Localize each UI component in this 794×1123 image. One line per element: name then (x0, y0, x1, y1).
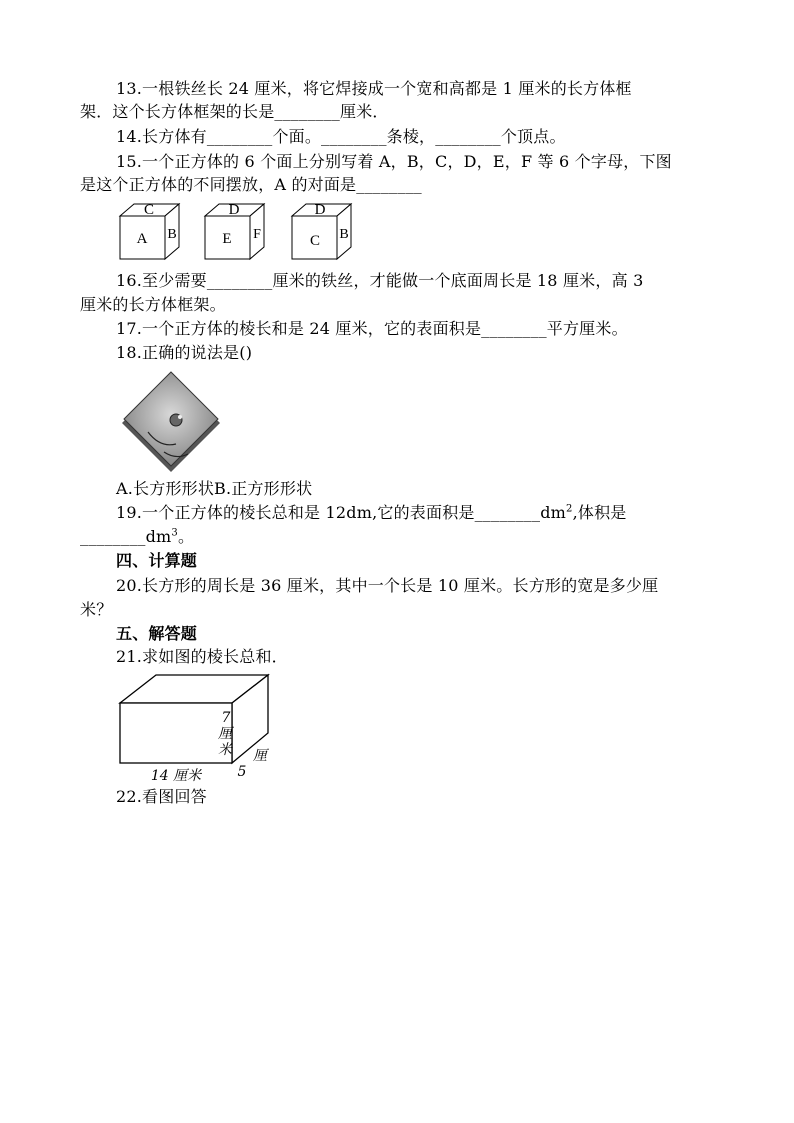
q16-line2: 厘米的长方体框架。 (80, 295, 226, 314)
cube-1-top-letter: C (143, 202, 155, 218)
q15-cube-figures (112, 200, 372, 264)
cube-1 (120, 202, 179, 259)
q21-height-unit-1: 厘 (218, 726, 232, 742)
q19-line1-suffix: ,体积是 (572, 503, 627, 522)
q17-line1: 17.一个正方体的棱长和是 24 厘米，它的表面积是________平方厘米。 (116, 319, 628, 338)
q19-line2-suffix: 。 (177, 527, 195, 546)
q21-depth-unit: 厘 (253, 748, 267, 764)
q22-line1: 22.看图回答 (116, 787, 207, 806)
q20-line2: 米？ (80, 600, 113, 619)
q18-line1: 18.正确的说法是() (116, 343, 253, 362)
q21-line1: 21.求如图的棱长总和． (116, 647, 288, 666)
cube-3-side-letter: B (339, 227, 349, 242)
q19-sup-3: 3 (171, 527, 178, 539)
q21-depth-number: 5 (237, 764, 247, 780)
q14-line1: 14.长方体有________个面。________条棱，________个顶点。 (116, 127, 566, 146)
q13-line2: 架．这个长方体框架的长是________厘米． (80, 102, 389, 121)
q18-rotated-square-image (118, 370, 224, 476)
q20-line1: 20.长方形的周长是 36 厘米，其中一个长是 10 厘米。长方形的宽是多少厘 (116, 576, 659, 595)
q19-sup-2: 2 (566, 503, 573, 515)
section-5-title: 五、解答题 (116, 624, 198, 643)
q13-line1: 13.一根铁丝长 24 厘米，将它焊接成一个宽和高都是 1 厘米的长方体框 (116, 79, 632, 98)
q21-height-unit-2: 米 (218, 742, 232, 758)
cube-2 (205, 202, 264, 259)
cube-1-side-letter: B (167, 227, 177, 242)
q16-line1: 16.至少需要________厘米的铁丝，才能做一个底面周长是 18 厘米，高 3 (116, 271, 644, 290)
q15-line1: 15.一个正方体的 6 个面上分别写着 A，B，C，D，E，F 等 6 个字母，下图 (116, 152, 672, 171)
q19-line2-prefix: ________dm (80, 527, 172, 546)
cube-3 (292, 202, 351, 259)
q19-line1-prefix: 19.一个正方体的棱长总和是 12dm,它的表面积是________dm (116, 503, 567, 522)
q18-options: A.长方形形状B.正方形形状 (116, 479, 313, 498)
cube-2-top-letter: D (228, 202, 240, 218)
cube-2-front-letter: E (222, 231, 232, 247)
q15-line2: 是这个正方体的不同摆放，A 的对面是________ (80, 175, 422, 194)
cube-3-front-letter: C (309, 233, 321, 249)
q21-width-label: 14 厘米 (150, 768, 202, 784)
q21-cuboid-figure (114, 670, 284, 786)
section-4-title: 四、计算题 (116, 551, 198, 570)
q21-height-number: 7 (221, 710, 231, 726)
q19-line2 (80, 526, 194, 548)
q19-line1 (116, 502, 626, 524)
cube-2-side-letter: F (253, 227, 261, 242)
cube-1-front-letter: A (136, 231, 148, 247)
cube-3-top-letter: D (314, 202, 326, 218)
